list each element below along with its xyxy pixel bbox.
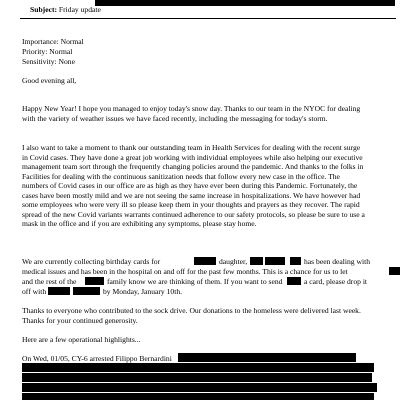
header-divider — [20, 18, 396, 19]
subject-line — [30, 5, 101, 15]
paragraph-line: in Covid cases. They have done a great job working with individual employees while also helping our executive — [22, 153, 363, 162]
redacted-block — [22, 373, 372, 382]
redacted-name — [287, 277, 301, 285]
paragraph-line: On Wed, 01/05, CY-6 arrested Filippo Bernardini — [22, 354, 172, 363]
paragraph-line: cases have been mostly mild and we are not seeing the same increase in hospitalizations. We have however had — [22, 191, 361, 200]
paragraph-segment: has been dealing with — [304, 257, 371, 266]
redacted-block — [22, 363, 374, 372]
paragraph-segment: We are currently collecting birthday cards for — [22, 257, 161, 266]
paragraph-line: mask in the office and if you are exhibiting any symptoms, please stay home. — [22, 219, 257, 228]
redacted-name — [194, 257, 216, 265]
subject-label: Subject: — [30, 5, 57, 14]
redacted-block — [178, 353, 356, 362]
paragraph-segment: by Monday, January 10th. — [103, 287, 183, 296]
greeting: Good evening all, — [22, 76, 77, 85]
redacted-header — [95, 0, 395, 6]
priority: Priority: Normal — [22, 47, 73, 56]
paragraph-segment: daughter, — [219, 257, 248, 266]
subject-value: Friday update — [58, 5, 101, 14]
paragraph-line: numbers of Covid cases in our office are as high as they have ever been during this Pandemic. Fortunately, the — [22, 181, 358, 190]
redacted-block — [22, 383, 377, 392]
paragraph-line: medical issues and has been in the hospital on and off for the past few months. This is a chance for us to let — [22, 267, 348, 276]
paragraph-line: I also want to take a moment to thank our outstanding team in Health Services for dealing with the recent surge — [22, 143, 361, 152]
importance: Importance: Normal — [22, 37, 84, 46]
paragraph-line: Thanks to everyone who contributed to the sock drive. Our donations to the homeless were delivered last week. — [22, 306, 361, 315]
paragraph-line: Happy New Year! I hope you managed to enjoy today's snow day. Thanks to our team in the NYOC for dealing — [22, 104, 361, 113]
redacted-name — [85, 277, 104, 285]
paragraph-line: spread of the new Covid variants warrants continued adherence to our safety protocols, so please be sure to use a — [22, 210, 365, 219]
paragraph-line: Here are a few operational highlights... — [22, 335, 141, 344]
redacted-name — [290, 257, 301, 265]
paragraph-line: some employees who were very ill so please keep them in your thoughts and prayers as they recover. The rapid — [22, 200, 360, 209]
paragraph-segment: family know we are thinking of them. If you want to send — [107, 277, 283, 286]
paragraph-segment: a card, please drop it — [304, 277, 368, 286]
paragraph-segment: off with — [22, 287, 47, 296]
paragraph-line: Facilities for dealing with the continuous sanitization needs that follow every new case in the office. The — [22, 172, 340, 181]
paragraph-line: Thanks for your continued generosity. — [22, 316, 138, 325]
redacted-name — [48, 287, 70, 295]
redacted-name — [73, 287, 100, 295]
redacted-name — [250, 257, 263, 265]
redacted-block — [22, 393, 374, 400]
paragraph-line: with the variety of weather issues we have faced recently, including the messaging for today's storm. — [22, 114, 328, 123]
redacted-name — [265, 257, 285, 265]
paragraph-segment: and the rest of the — [22, 277, 77, 286]
sensitivity: Sensitivity: None — [22, 57, 75, 66]
paragraph-line: management team sort through the frequently changing policies around the pandemic. And thanks to the folks in — [22, 162, 364, 171]
redacted-name — [389, 267, 400, 275]
